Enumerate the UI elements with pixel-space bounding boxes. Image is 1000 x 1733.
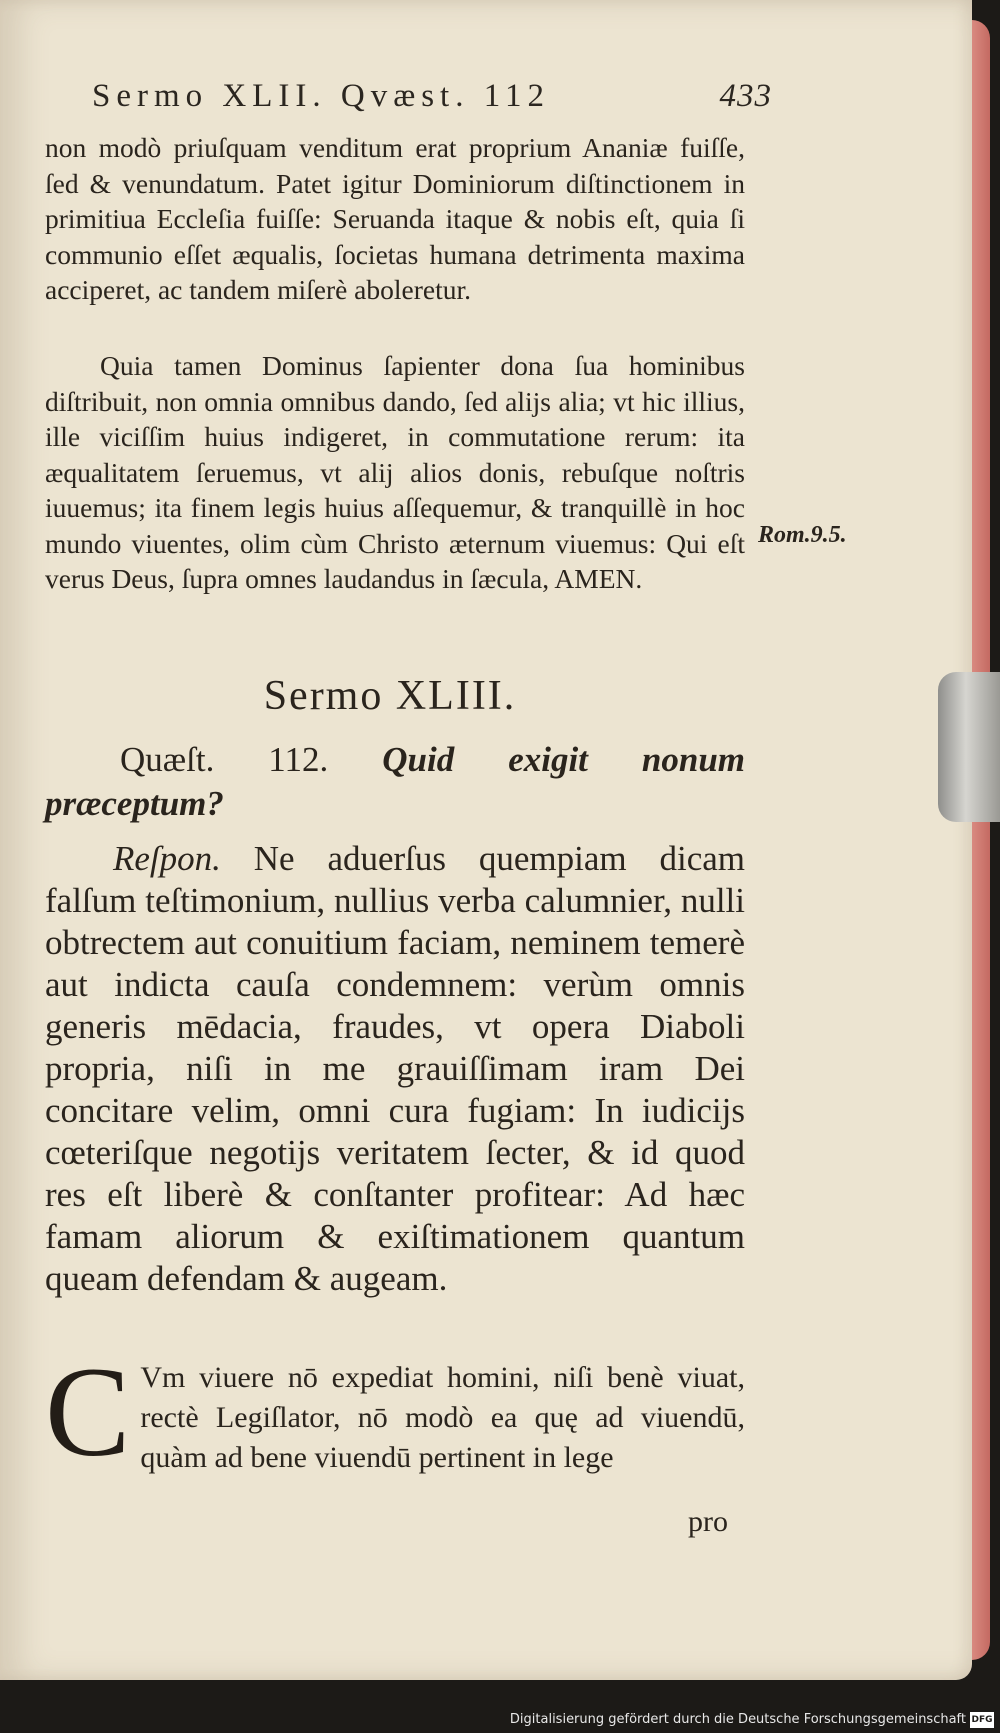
catchword: pro [688,1505,728,1538]
page-number: 433 [719,78,772,114]
marginal-note: Rom.9.5. [758,522,847,548]
opening-paragraph [45,1341,745,1483]
opening-text: Vm viuere nō expediat homini, niſi benè viuat, rectè Legiſlator, nō modò ea quę ad viuendū, quàm ad bene viuendū pertinent in lege [140,1361,745,1474]
response-block [45,838,745,1300]
footer-bar [0,1708,1000,1733]
paragraph-2-text: Quia tamen Dominus ſapienter dona ſua hominibus diſtribuit, non omnia omnibus dando, ſed alijs alia; vt hic illius, ille viciſſim huius indigeret, in commutatione rerum: ita æqualitatem ſeruemus, vt alij alios donis, rebuſque noſtris iuuemus; ita finem legis huius aſſequemur, & tranquillè in hoc mundo viuentes, olim cùm Christo æternum viuemus: Qui eſt verus Deus, ſupra omnes laudandus in ſæcula, AMEN. [45,350,745,594]
running-head [92,78,772,122]
question-text: Quid exigit nonum præceptum? [45,740,746,823]
paragraph-2 [45,348,745,597]
response-label: Reſpon. [113,839,221,878]
page-clip [938,672,1000,822]
question-block [45,738,745,826]
paragraph-1 [45,130,745,308]
drop-cap: C [45,1341,131,1483]
running-title: Sermo XLII. Qvæst. 112 [92,78,551,114]
sermon-title: Sermo XLIII. [263,673,517,719]
paragraph-1-text: non modò priuſquam venditum erat proprium Ananiæ fuiſſe, ſed & venundatum. Patet igitur Dominiorum diſtinctionem in primitiua Eccleſia fuiſſe: Seruanda itaque & nobis eſt, quia ſi communio eſſet æqualis, ſocietas humana detrimenta maxima acciperet, ac tandem miſerè aboleretur. [45,132,745,305]
dfg-logo-icon: DFG [970,1712,994,1728]
question-label: Quæſt. 112. [120,740,329,779]
response-text: Ne aduerſus quempiam dicam falſum teſtimonium, nullius verba calumnier, nulli obtrectem aut conuitium faciam, neminem temerè aut indicta cauſa condemnem: verùm omnis generis mēdacia, fraudes, vt opera Diaboli propria, niſi in me grauiſſimam iram Dei concitare velim, omni cura fugiam: In iudicijs cœteriſque negotijs veritatem ſecter, & id quod res eſt liberè & conſtanter profitear: Ad hæc famam aliorum & exiſtimationem quantum queam defendam & augeam. [45,839,746,1298]
footer-credit: Digitalisierung gefördert durch die Deutsche Forschungsgemeinschaft [509,1712,966,1727]
